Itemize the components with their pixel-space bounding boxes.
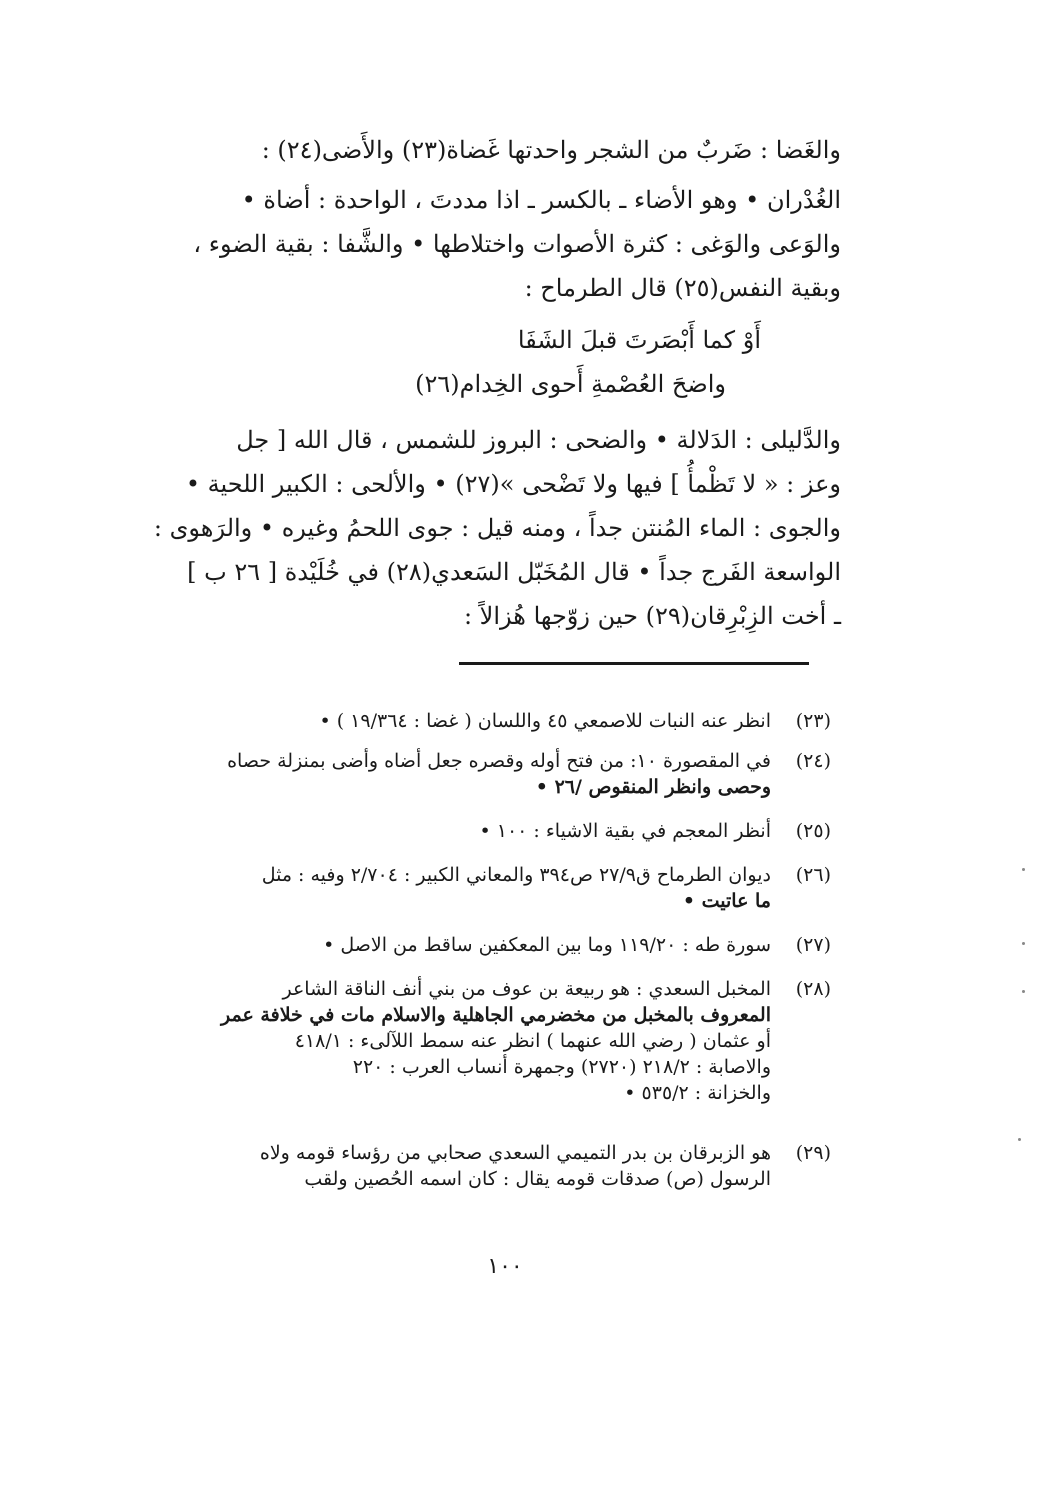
scan-speck bbox=[1018, 1138, 1021, 1141]
body-line: وبقية النفس(٢٥) قال الطرماح : bbox=[524, 274, 841, 302]
body-line: والغَضا : ضَربٌ من الشجر واحدتها غَضاة(٢٣) والأَضى(٢٤) : bbox=[261, 136, 841, 164]
footnote-number: (٢٩) bbox=[795, 1142, 831, 1164]
body-line: ـ أخت الزِبْرِقان(٢٩) حين زوّجها هُزالاً : bbox=[463, 602, 841, 630]
footnote-text: الرسول (ص) صدقات قومه يقال : كان اسمه الحُصين ولقب bbox=[304, 1168, 771, 1190]
footnote-number: (٢٣) bbox=[795, 710, 831, 732]
scan-speck bbox=[1022, 942, 1025, 945]
footnote-separator bbox=[459, 662, 809, 665]
footnote-text: ديوان الطرماح ق٢٧/٩ ص٣٩٤ والمعاني الكبير : ٢/٧٠٤ وفيه : مثل bbox=[261, 864, 771, 886]
body-line: الواسعة الفَرج جداً • قال المُخَبّل السَعدي(٢٨) في خُلَيْدة [ ٢٦ ب ] bbox=[187, 558, 841, 586]
body-line: والوَعى والوَغى : كثرة الأصوات واختلاطها • والشَّفا : بقية الضوء ، bbox=[193, 230, 841, 258]
footnote-text: سورة طه : ١١٩/٢٠ وما بين المعكفين ساقط من الاصل • bbox=[323, 934, 771, 956]
footnote-text: أنظر المعجم في بقية الاشياء : ١٠٠ • bbox=[479, 820, 771, 842]
footnote-26 bbox=[191, 862, 831, 914]
body-line: وعز : « لا تَظْمأُ ] فيها ولا تَضْحى »(٢٧) • والألحى : الكبير اللحية • bbox=[185, 470, 841, 498]
footnote-text: والاصابة : ٢١٨/٢ (٢٧٢٠) وجمهرة أنساب العرب : ٢٢٠ bbox=[352, 1056, 771, 1078]
page-number: ١٠٠ bbox=[487, 1254, 523, 1279]
footnote-number: (٢٨) bbox=[795, 978, 831, 1000]
footnote-27 bbox=[191, 932, 831, 958]
body-line: والدَّليلى : الدَلالة • والضحى : البروز للشمس ، قال الله [ جل bbox=[236, 426, 841, 454]
footnote-text: انظر عنه النبات للاصمعي ٤٥ واللسان ( غضا : ١٩/٣٦٤ ) • bbox=[319, 710, 771, 732]
footnote-28 bbox=[191, 976, 831, 1106]
footnote-text: والخزانة : ٥٣٥/٢ • bbox=[624, 1082, 771, 1104]
footnote-number: (٢٤) bbox=[795, 750, 831, 772]
footnote-text: ما عاتيت • bbox=[682, 890, 771, 912]
footnote-24 bbox=[191, 748, 831, 800]
footnote-text: في المقصورة ١٠: من فتح أوله وقصره جعل أضاه وأضى بمنزلة حصاه bbox=[227, 750, 771, 772]
footnote-number: (٢٧) bbox=[795, 934, 831, 956]
footnote-text: وحصى وانظر المنقوص /٢٦ • bbox=[535, 776, 771, 798]
footnote-text: هو الزبرقان بن بدر التميمي السعدي صحابي من رؤساء قومه ولاه bbox=[259, 1142, 771, 1164]
footnote-23 bbox=[191, 708, 831, 734]
body-line: الغُدْران • وهو الأضاء ـ بالكسر ـ اذا مددتَ ، الواحدة : أضاة • bbox=[241, 186, 841, 214]
footnote-number: (٢٦) bbox=[795, 864, 831, 886]
verse-line-2: واضحَ العُصْمةِ أَحوى الخِدام(٢٦) bbox=[415, 370, 726, 398]
verse-line-1: أَوْ كما أَبْصَرتَ قبلَ الشَفَا bbox=[517, 326, 761, 354]
footnote-text: المخبل السعدي : هو ربيعة بن عوف من بني أنف الناقة الشاعر bbox=[282, 978, 771, 1000]
body-line: والجوى : الماء المُنتن جداً ، ومنه قيل : جوى اللحمُ وغيره • والرَهوى : bbox=[153, 514, 841, 542]
footnote-25 bbox=[191, 818, 831, 844]
footnote-text: أو عثمان ( رضي الله عنهما ) انظر عنه سمط اللآلىء : ٤١٨/١ bbox=[294, 1030, 771, 1052]
scan-speck bbox=[1022, 990, 1025, 993]
footnote-number: (٢٥) bbox=[795, 820, 831, 842]
footnote-29 bbox=[191, 1140, 831, 1192]
footnote-text: المعروف بالمخبل من مخضرمي الجاهلية والاسلام مات في خلافة عمر bbox=[221, 1004, 771, 1026]
scan-speck bbox=[1022, 868, 1025, 871]
